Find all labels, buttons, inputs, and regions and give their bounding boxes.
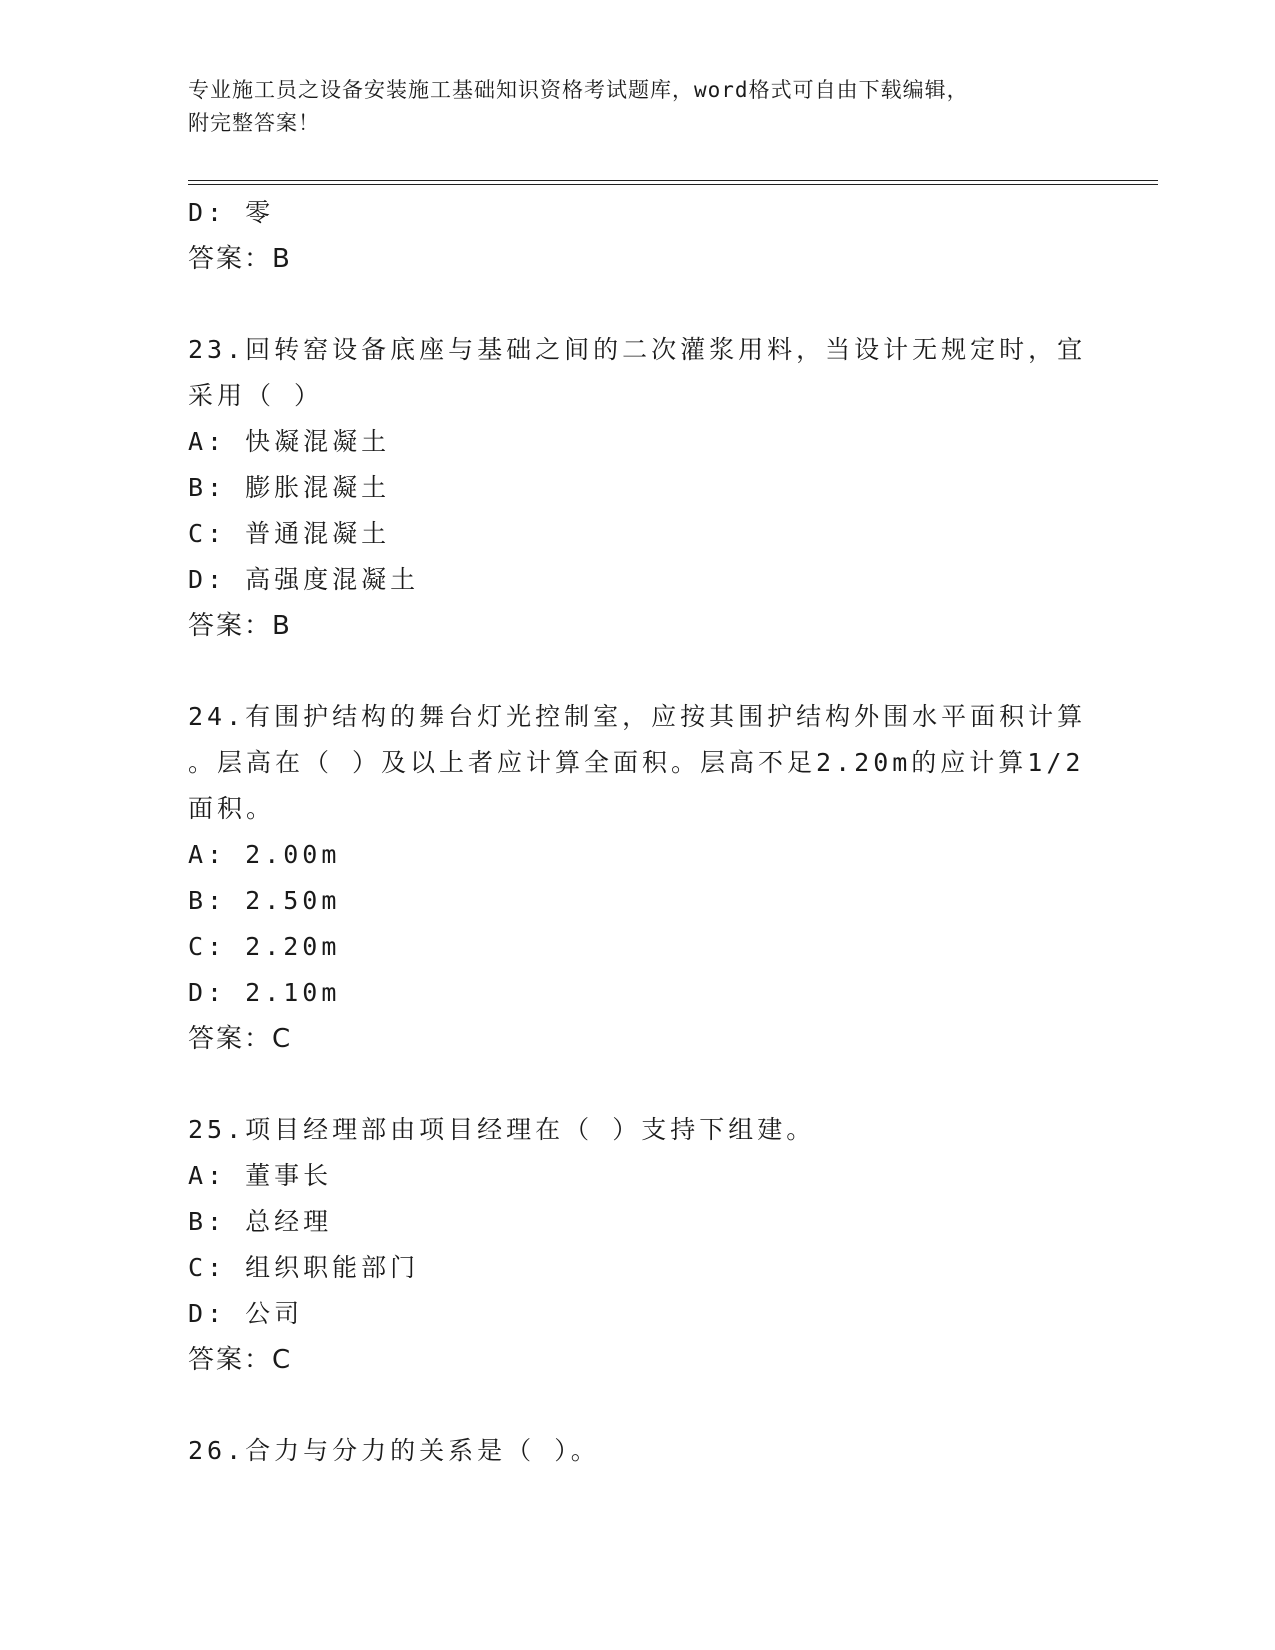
spacer <box>188 282 1088 327</box>
question-stem <box>188 1107 1088 1153</box>
question-25 <box>188 1107 1088 1383</box>
option-d: D: 2.10m <box>188 978 341 1007</box>
answer: 答案：C <box>188 1024 293 1054</box>
spacer <box>188 649 1088 694</box>
question-stem-line: 25.项目经理部由项目经理在（ ）支持下组建。 <box>188 1115 816 1144</box>
question-stem-line: 采用（ ） <box>188 381 324 410</box>
header-divider-top <box>188 180 1158 181</box>
option-a: A: 董事长 <box>188 1161 333 1190</box>
option-a: A: 2.00m <box>188 840 341 869</box>
option-b: B: 2.50m <box>188 886 341 915</box>
question-26 <box>188 1428 1088 1474</box>
prev-answer: 答案：B <box>188 244 292 274</box>
question-stem-line: 24.有围护结构的舞台灯光控制室，应按其围护结构外围水平面积计算 <box>188 702 1087 731</box>
question-stem <box>188 694 1088 832</box>
header-divider-bottom <box>188 184 1158 185</box>
option-b: B: 总经理 <box>188 1207 333 1236</box>
question-stem-line: 面积。 <box>188 794 276 823</box>
header-title-line-1: 专业施工员之设备安装施工基础知识资格考试题库，word格式可自由下载编辑， <box>188 78 969 102</box>
question-stem <box>188 327 1088 419</box>
option-b: B: 膨胀混凝土 <box>188 473 391 502</box>
page-header <box>188 74 1068 140</box>
header-title-line-2: 附完整答案！ <box>188 111 320 135</box>
option-c: C: 组织职能部门 <box>188 1253 420 1282</box>
answer: 答案：C <box>188 1345 293 1375</box>
question-stem <box>188 1428 1088 1474</box>
question-stem-line: 23.回转窑设备底座与基础之间的二次灌浆用料，当设计无规定时，宜 <box>188 335 1087 364</box>
question-list <box>188 190 1088 1474</box>
option-c: C: 2.20m <box>188 932 341 961</box>
spacer <box>188 1062 1088 1107</box>
question-stem-line: 。层高在（ ）及以上者应计算全面积。层高不足2.20m的应计算1/2 <box>188 748 1085 777</box>
spacer <box>188 1383 1088 1428</box>
option-c: C: 普通混凝土 <box>188 519 391 548</box>
question-24 <box>188 694 1088 1062</box>
question-23 <box>188 327 1088 649</box>
question-stem-line: 26.合力与分力的关系是（ ）。 <box>188 1436 600 1465</box>
answer: 答案：B <box>188 611 292 641</box>
option-d: D: 公司 <box>188 1299 304 1328</box>
prev-option-d: D: 零 <box>188 198 275 227</box>
option-a: A: 快凝混凝土 <box>188 427 391 456</box>
option-d: D: 高强度混凝土 <box>188 565 420 594</box>
